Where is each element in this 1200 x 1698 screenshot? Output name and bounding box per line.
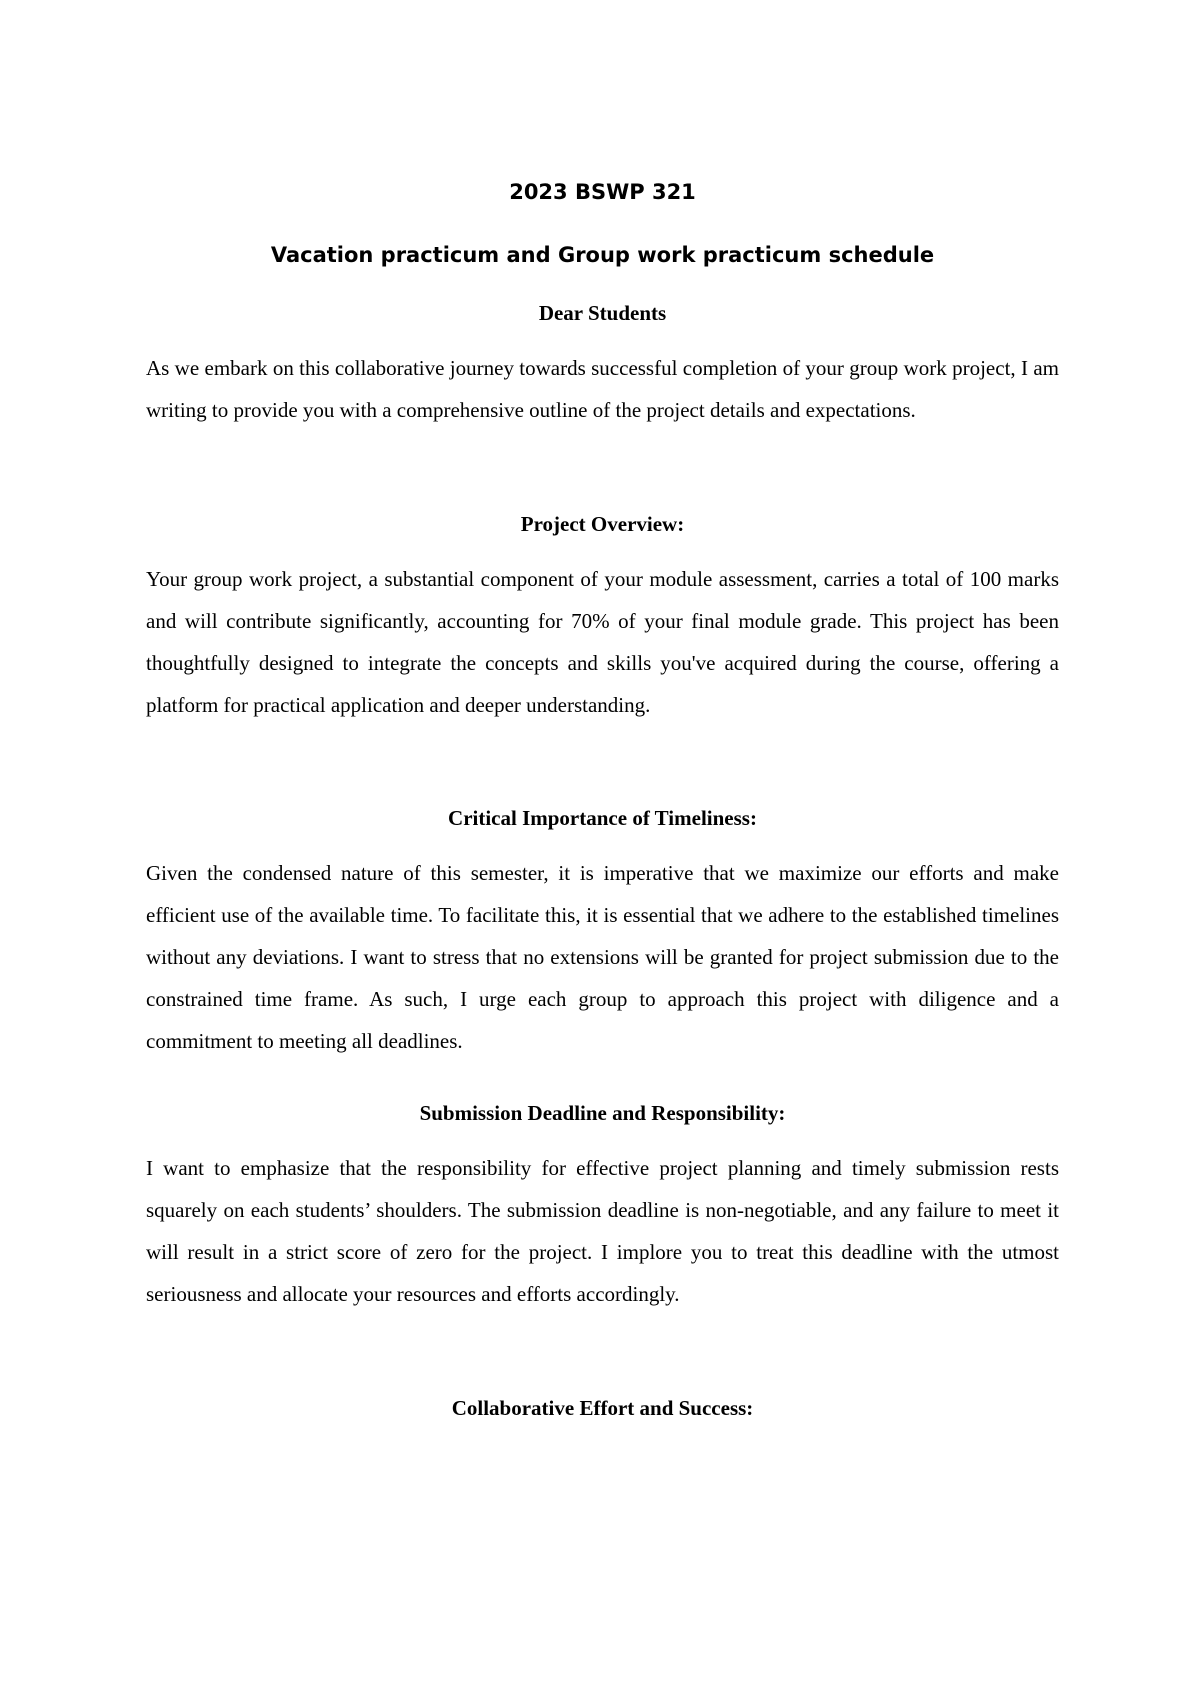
course-title: 2023 BSWP 321 bbox=[509, 180, 696, 204]
intro-paragraph: As we embark on this collaborative journey towards successful completion of your group work project, I am writing to provide you with a comprehensive outline of the project details and expectations. bbox=[146, 356, 1059, 422]
document-subtitle: Vacation practicum and Group work practicum schedule bbox=[270, 243, 935, 267]
section-body-project-overview: Your group work project, a substantial component of your module assessment, carries a total of 100 marks and will contribute significantly, accounting for 70% of your final module grade. This project has been thoughtfully designed to integrate the concepts and skills you've acquired during the course, offering a platform for practical application and deeper understanding. bbox=[146, 567, 1059, 717]
section-heading-collaborative-effort: Collaborative Effort and Success: bbox=[451, 1396, 754, 1420]
section-body-submission-deadline: I want to emphasize that the responsibility for effective project planning and timely submission rests squarely on each students’ shoulders. The submission deadline is non-negotiable, and any failure to meet it will result in a strict score of zero for the project. I implore you to treat this deadline with the utmost seriousness and allocate your resources and efforts accordingly. bbox=[146, 1156, 1059, 1306]
section-heading-submission-deadline: Submission Deadline and Responsibility: bbox=[419, 1101, 786, 1125]
section-heading-timeliness: Critical Importance of Timeliness: bbox=[448, 806, 757, 830]
section-body-timeliness: Given the condensed nature of this semester, it is imperative that we maximize our efforts and make efficient use of the available time. To facilitate this, it is essential that we adhere to the established timelines without any deviations. I want to stress that no extensions will be granted for project submission due to the constrained time frame. As such, I urge each group to approach this project with diligence and a commitment to meeting all deadlines. bbox=[146, 861, 1059, 1053]
salutation: Dear Students bbox=[538, 301, 667, 325]
section-heading-project-overview: Project Overview: bbox=[520, 512, 685, 536]
